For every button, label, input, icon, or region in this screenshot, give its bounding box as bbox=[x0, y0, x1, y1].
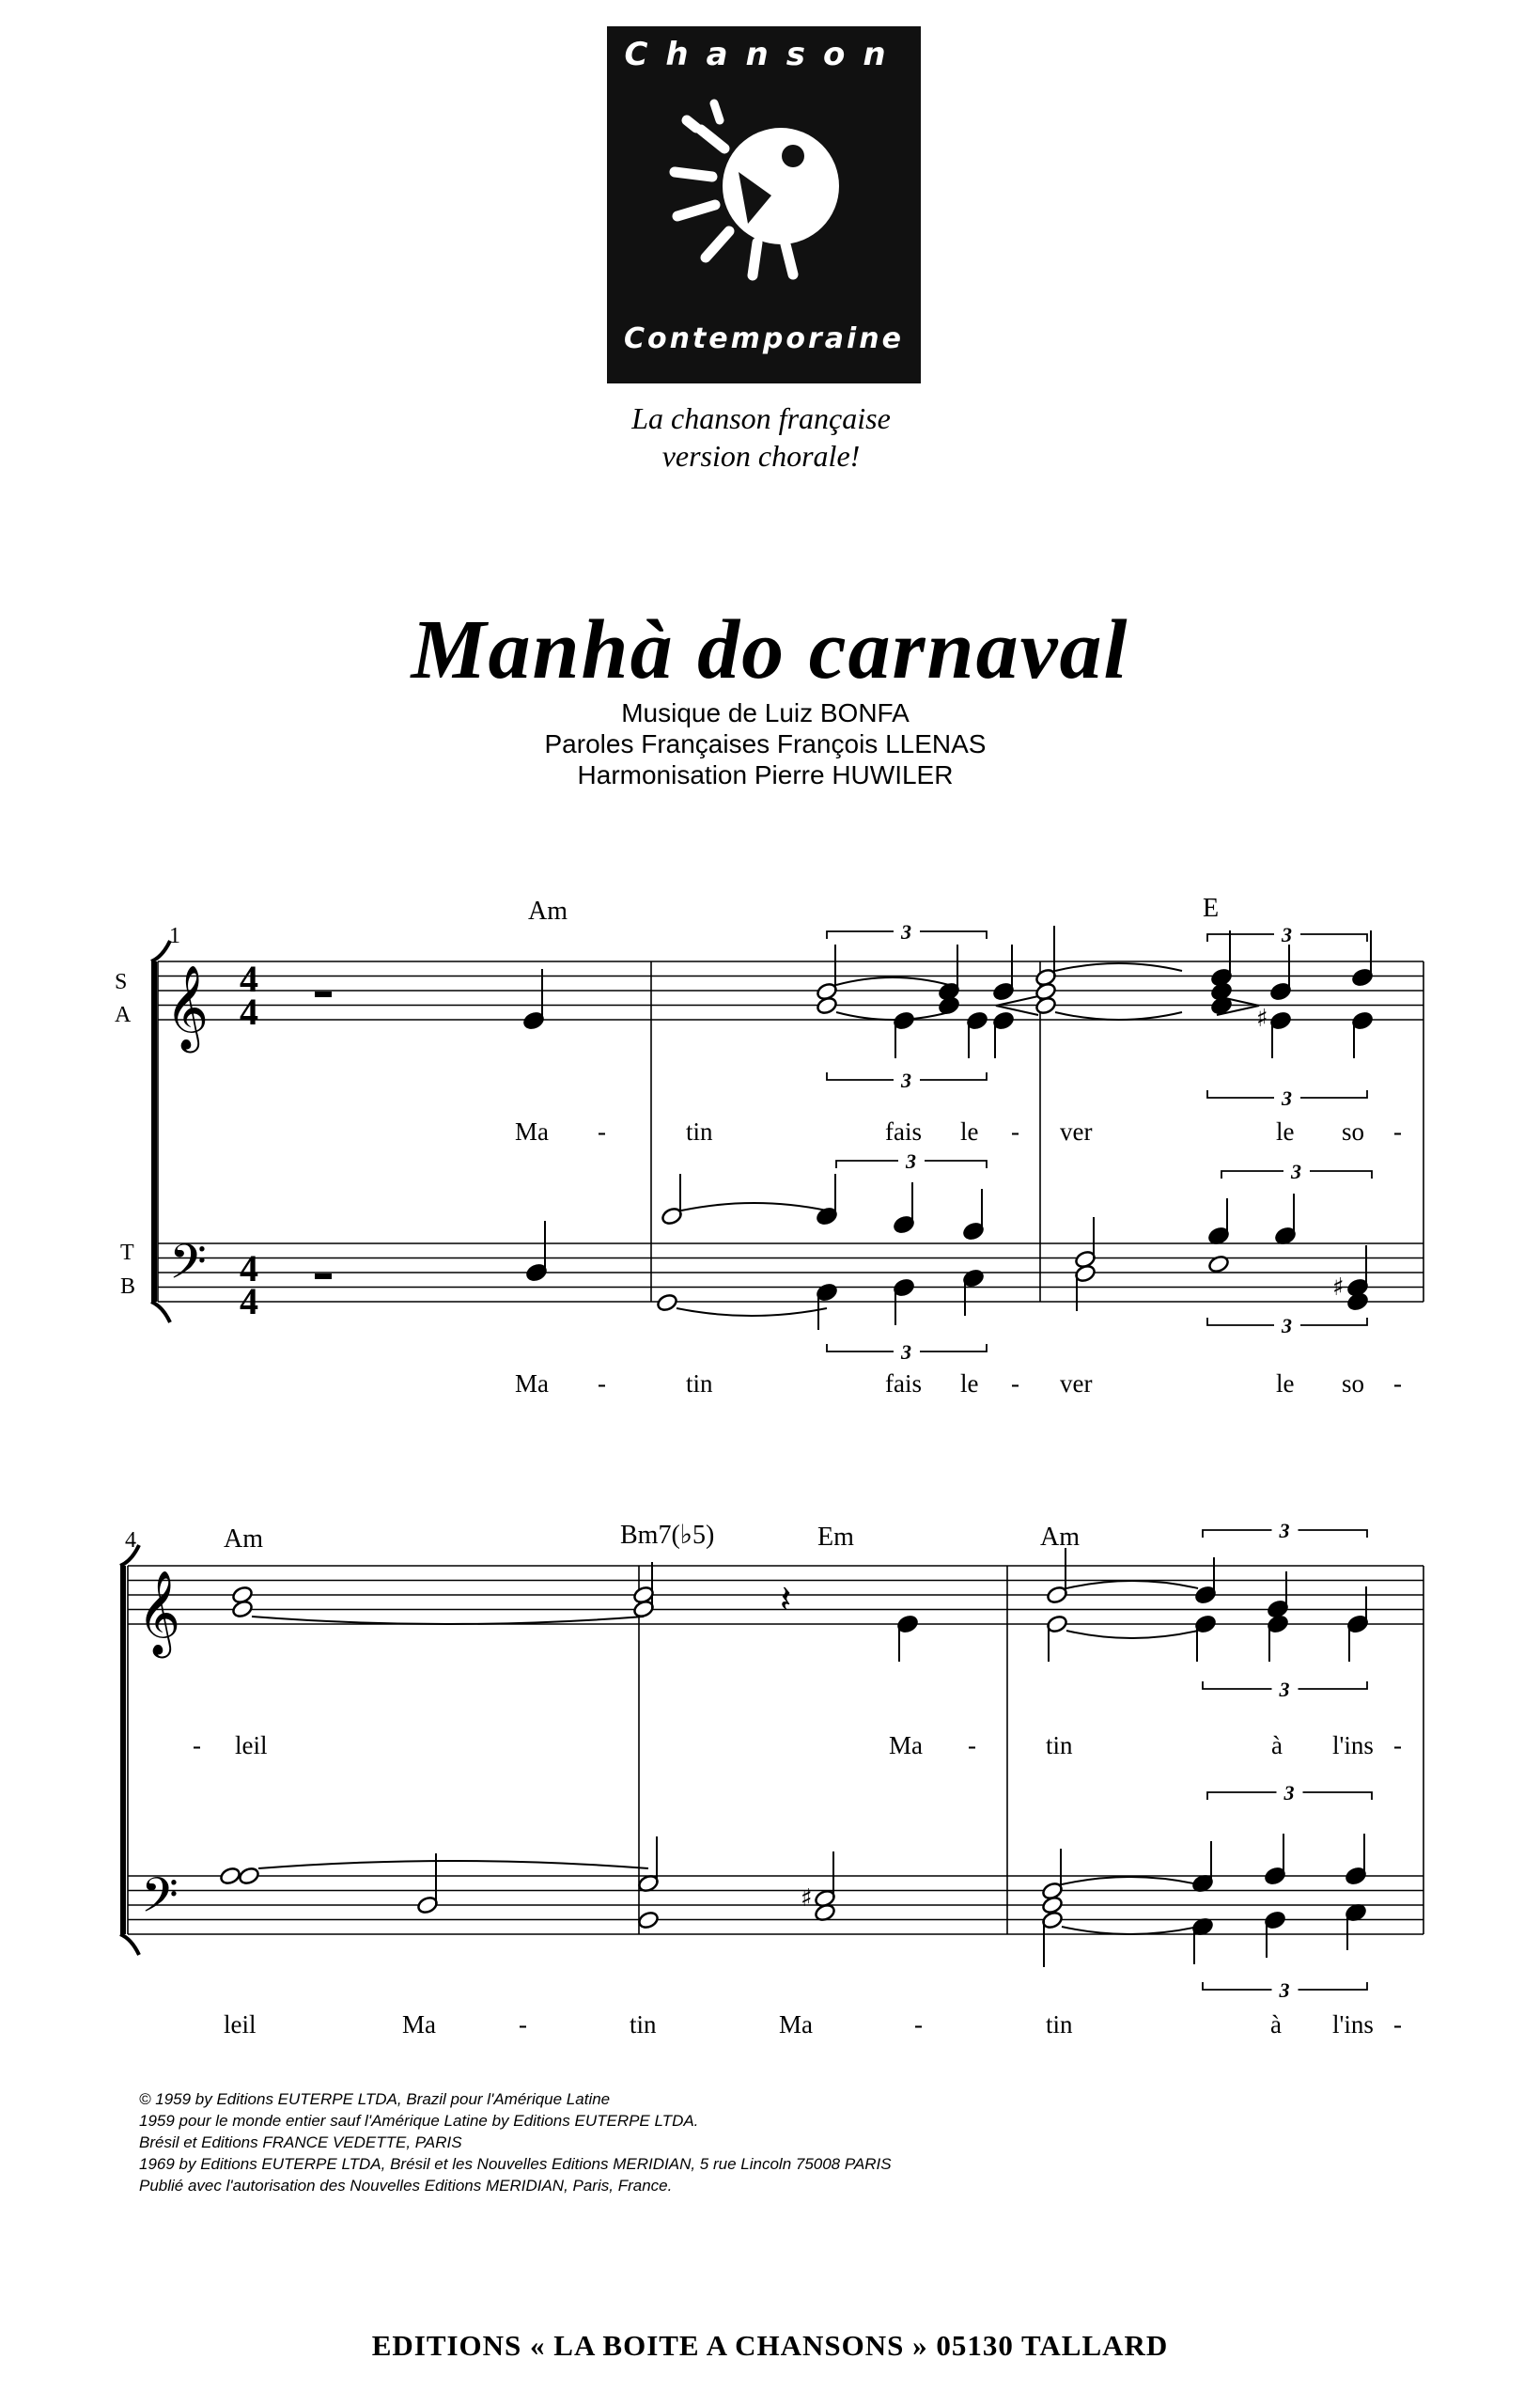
lyric-syllable: so bbox=[1342, 1369, 1365, 1398]
chord-symbol: Bm7(♭5) bbox=[620, 1521, 715, 1550]
credit-composer: Musique de Luiz BONFA bbox=[621, 698, 910, 727]
tie bbox=[1066, 1631, 1198, 1638]
triplet-number: 3 bbox=[906, 1149, 916, 1173]
lyric-syllable: tin bbox=[1046, 1731, 1073, 1759]
triplet-number: 3 bbox=[1279, 1978, 1290, 2002]
lyric-syllable: tin bbox=[686, 1369, 713, 1398]
voice-label-t: T bbox=[120, 1241, 134, 1265]
lyric-syllable: leil bbox=[224, 2010, 257, 2039]
bracket-hook bbox=[151, 941, 170, 961]
time-signature-top: 4 bbox=[240, 958, 258, 1000]
time-signature-bottom: 4 bbox=[240, 991, 258, 1033]
sharp-icon: ♯ bbox=[1332, 1273, 1345, 1302]
tie bbox=[1066, 1581, 1198, 1588]
tie bbox=[836, 977, 949, 985]
half-rest bbox=[315, 992, 332, 997]
time-signature-top: 4 bbox=[240, 1247, 258, 1289]
lyric-syllable: l'ins bbox=[1332, 1731, 1374, 1759]
lyric-syllable: - bbox=[1393, 1369, 1402, 1398]
copyright-notice bbox=[139, 2088, 1267, 2196]
note-head bbox=[1034, 995, 1057, 1015]
voice-label-a: A bbox=[115, 1003, 132, 1027]
voice-label-b: B bbox=[120, 1274, 136, 1299]
note-head bbox=[219, 1866, 241, 1885]
credit-arranger: Harmonisation Pierre HUWILER bbox=[577, 760, 954, 789]
lyric-syllable: tin bbox=[630, 2010, 657, 2039]
half-rest bbox=[315, 1273, 332, 1279]
lyric-syllable: - bbox=[1393, 2010, 1402, 2039]
time-signature-bottom: 4 bbox=[240, 1280, 258, 1322]
tagline-line: version chorale! bbox=[661, 439, 861, 473]
lyric-syllable: - bbox=[1011, 1117, 1019, 1146]
logo-top-text: Chanson bbox=[624, 36, 904, 73]
lyric-syllable: le bbox=[960, 1117, 979, 1146]
tie bbox=[1062, 1927, 1198, 1934]
triplet-number: 3 bbox=[1282, 1314, 1292, 1337]
triplet-number: 3 bbox=[1282, 923, 1292, 946]
note-head bbox=[656, 1292, 678, 1312]
treble-clef-icon: 𝄞 bbox=[137, 1570, 181, 1655]
bass-clef-icon: 𝄢 bbox=[141, 1867, 179, 1935]
triplet-number: 3 bbox=[1279, 1678, 1290, 1701]
lyric-syllable: l'ins bbox=[1332, 2010, 1374, 2039]
triplet-number: 3 bbox=[1291, 1160, 1301, 1183]
lyric-syllable: - bbox=[1393, 1117, 1402, 1146]
lyric-syllable: ver bbox=[1060, 1117, 1093, 1146]
chord-symbol: E bbox=[1203, 894, 1220, 923]
chord-symbol: Am bbox=[1040, 1523, 1080, 1552]
bracket-hook bbox=[120, 1934, 139, 1955]
lyric-syllable: - bbox=[598, 1369, 606, 1398]
chord-symbol: Em bbox=[817, 1523, 854, 1552]
lyric-syllable: fais bbox=[885, 1369, 922, 1398]
triplet-number: 3 bbox=[901, 1340, 911, 1364]
lyric-syllable: Ma bbox=[515, 1369, 549, 1398]
chord-symbol: Am bbox=[224, 1524, 263, 1554]
tie bbox=[252, 1617, 644, 1624]
lyric-syllable: à bbox=[1271, 1731, 1283, 1759]
note-head bbox=[816, 995, 838, 1015]
triplet-number: 3 bbox=[1283, 1781, 1295, 1804]
lyric-syllable: - bbox=[1011, 1369, 1019, 1398]
copyright-line: 1969 by Editions EUTERPE LTDA, Brésil et les Nouvelles Editions MERIDIAN, 5 rue Lincoln 75008 PARIS bbox=[139, 2155, 892, 2173]
lyric-syllable: Ma bbox=[779, 2010, 813, 2039]
lyric-syllable: so bbox=[1342, 1117, 1365, 1146]
sharp-icon: ♯ bbox=[1256, 1005, 1268, 1033]
note-head bbox=[238, 1866, 260, 1885]
note-head bbox=[1207, 1254, 1230, 1273]
tie bbox=[1062, 1877, 1198, 1884]
quarter-rest-icon: 𝄽 bbox=[780, 1578, 792, 1621]
measure-number: 4 bbox=[125, 1528, 136, 1553]
lyric-syllable: le bbox=[960, 1369, 979, 1398]
song-title: Manhà do carnaval bbox=[411, 603, 1129, 696]
triplet-number: 3 bbox=[901, 920, 911, 944]
lyric-syllable: Ma bbox=[515, 1117, 549, 1146]
triplet-number: 3 bbox=[1282, 1086, 1292, 1110]
credit-lyricist: Paroles Françaises François LLENAS bbox=[544, 729, 987, 758]
lyric-syllable: tin bbox=[686, 1117, 713, 1146]
logo-bottom-text: Contemporaine bbox=[623, 322, 905, 355]
note-head bbox=[231, 1599, 254, 1618]
lyric-syllable: - bbox=[1393, 1731, 1402, 1759]
bracket-hook bbox=[151, 1302, 170, 1322]
lyric-syllable: Ma bbox=[889, 1731, 923, 1759]
publisher-footer: EDITIONS « LA BOITE A CHANSONS » 05130 TALLARD bbox=[371, 2329, 1169, 2362]
lyric-syllable: tin bbox=[1046, 2010, 1073, 2039]
lyric-syllable: Ma bbox=[402, 2010, 436, 2039]
tie bbox=[258, 1861, 648, 1868]
chord-symbol: Am bbox=[528, 897, 568, 926]
triplet-number: 3 bbox=[1279, 1519, 1290, 1542]
measure-number: 1 bbox=[169, 924, 180, 948]
lyric-syllable: - bbox=[598, 1117, 606, 1146]
lyric-syllable: - bbox=[519, 2010, 527, 2039]
sharp-icon: ♯ bbox=[801, 1884, 813, 1913]
bass-clef-icon: 𝄢 bbox=[169, 1233, 207, 1302]
lyric-syllable: le bbox=[1276, 1117, 1295, 1146]
note-head bbox=[637, 1910, 660, 1929]
lyric-syllable: ver bbox=[1060, 1369, 1093, 1398]
voice-label-s: S bbox=[115, 970, 128, 994]
tagline-line: La chanson française bbox=[631, 401, 891, 435]
copyright-line: Publié avec l'autorisation des Nouvelles Editions MERIDIAN, Paris, France. bbox=[139, 2177, 673, 2195]
tie bbox=[677, 1308, 827, 1316]
note-head bbox=[938, 995, 960, 1015]
treble-clef-icon: 𝄞 bbox=[165, 965, 210, 1050]
lyric-syllable: - bbox=[193, 1731, 201, 1759]
tie bbox=[1055, 1012, 1182, 1020]
lyric-syllable: - bbox=[968, 1731, 976, 1759]
tie bbox=[1055, 963, 1182, 971]
lyric-syllable: - bbox=[914, 2010, 923, 2039]
tie bbox=[681, 1203, 827, 1211]
copyright-line: Brésil et Editions FRANCE VEDETTE, PARIS bbox=[139, 2133, 462, 2151]
lyric-syllable: le bbox=[1276, 1369, 1295, 1398]
copyright-line: 1959 pour le monde entier sauf l'Amérique Latine by Editions EUTERPE LTDA. bbox=[139, 2112, 699, 2130]
tie bbox=[836, 1012, 949, 1020]
triplet-number: 3 bbox=[901, 1069, 911, 1092]
note-head bbox=[1346, 1291, 1369, 1311]
copyright-line: © 1959 by Editions EUTERPE LTDA, Brazil pour l'Amérique Latine bbox=[139, 2090, 611, 2108]
lyric-syllable: fais bbox=[885, 1117, 922, 1146]
lyric-syllable: leil bbox=[235, 1731, 268, 1759]
lyric-syllable: à bbox=[1270, 2010, 1282, 2039]
